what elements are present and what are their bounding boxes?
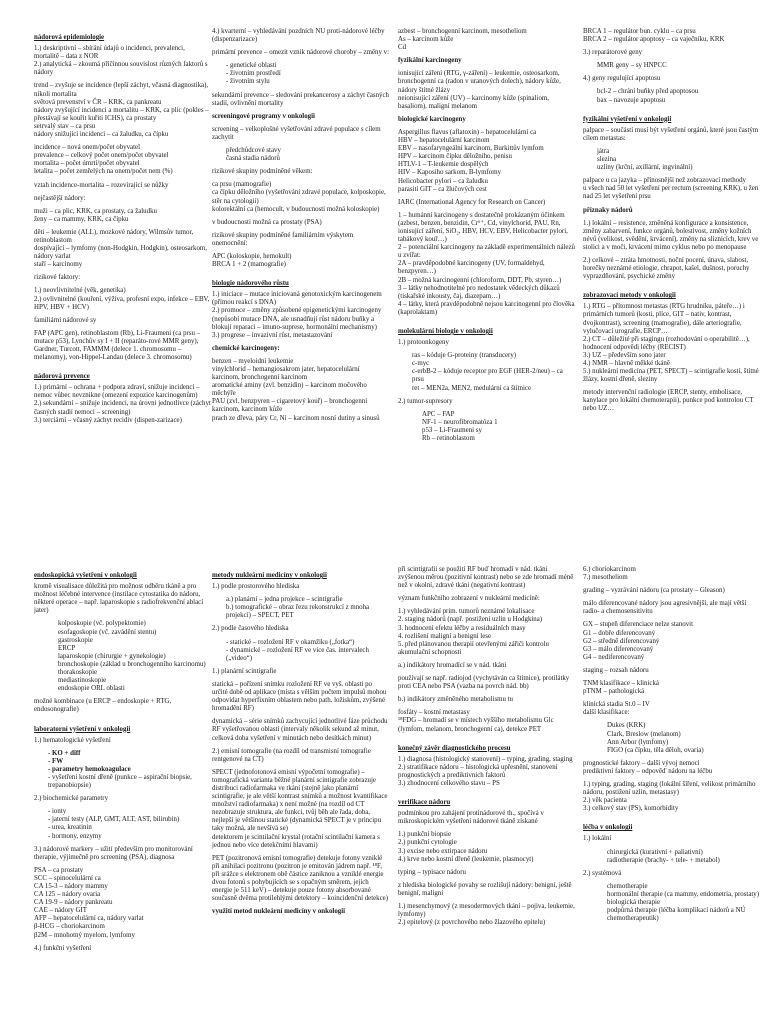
text-line: využití metod nukleární medicíny v onkologii — [212, 908, 346, 916]
section-heading: molekulární biologie v onkologii — [398, 328, 493, 335]
text-line: CA 15-3 – nádory mammy — [34, 883, 108, 890]
column-3-carcinogens — [398, 28, 575, 538]
text-line: chirurgická (kurativní + paliativní) — [607, 848, 703, 856]
text-line: málo diferencované nádory jsou agresivnější, ale mají větší radio- a chemosensitivitu — [583, 600, 747, 616]
text-line: mortalita – počet úmrtí/počet obyvatel — [34, 160, 140, 168]
text-line: BRCA 1 – regulátor bun. cyklu – ca prsu — [583, 28, 696, 35]
text-line: 3. hodnocení efektu léčby a residuálních masy — [398, 624, 526, 632]
text-line: thorakoskopie — [58, 669, 98, 677]
text-line: TNM klasifikace – klinická — [583, 680, 659, 688]
column-7-diagnosis — [398, 566, 575, 1018]
text-line: GX – stupeň diferenciace nelze stanovit — [583, 621, 694, 629]
text-line: 2.) ovlivnitelné (kouření, výživa, profesní expo, infekce – EBV, HPV, HBV + HCV) — [34, 295, 210, 311]
text-line: kolorektální ca (hemocult, v budoucnosti možná koloskopie) — [212, 205, 380, 213]
text-line: setrvalý stav – ca prsu — [34, 122, 96, 130]
text-line: z hlediska biologické povahy se rozlišují nádory: benigní, ještě benigní, maligní — [398, 881, 572, 897]
section-heading: metody nukleární medicíny v onkologii — [212, 572, 327, 579]
text-line: fyzikální karcinogeny — [398, 57, 462, 65]
text-line: - hormony, enzymy — [48, 832, 102, 840]
text-line: ras – kóduje G-proteiny (transducery) — [412, 352, 517, 360]
text-line: 1.) diagnosa (histologický stanovení) – typing, grading, staging — [398, 755, 573, 763]
text-line: Helicobacter pylori – ca žaludku — [398, 177, 488, 185]
text-line: biologické karcinogeny — [398, 115, 466, 123]
text-line: používají se např. radiojod (vychytáván ca štítnice), protilátky proti CEA nebo PSA (vazba na povrch nád. bb) — [398, 675, 570, 691]
text-line: 4.) geny regulující apoptosu — [583, 75, 661, 83]
text-line: G1 – dobře diferencovaný — [583, 629, 656, 637]
text-line: APC – FAP — [422, 410, 455, 418]
text-line: ¹⁸FDG – hromadí se v místech vyššího metabolismu Glc (lymfom, melanom, bronchogenní ca), detekce PET — [398, 717, 554, 733]
text-line: 2.) tumor-supresory — [398, 397, 453, 405]
text-line: Cd — [398, 44, 407, 52]
text-line: 5.) nukleární medicína (PET, SPECT) – scintigrafie kostí, štítné žlázy, kostní dřeně, sleziny — [583, 368, 759, 384]
text-line: 1.) punkční biopsie — [398, 831, 452, 839]
text-line: 1.) iniciace – mutace iniciovaná genotoxickým karcinogenem (přímou reakcí s DNA) — [212, 291, 382, 307]
text-line: kromě visualisace důležitá pro možnost odběru tkáně a pro možnost léčebné intervence (instilace cytostatika do nádoru, některé operace – např. laparoskopie s radiofrekvenční ablací jater) — [34, 583, 204, 615]
spacer — [398, 317, 575, 322]
text-line: c-erbB-2 – kóduje receptor pro EGF (HER-2/neu) – ca prsu — [412, 368, 563, 384]
text-line: β2M – mnohotný myelom, lymfomy — [34, 931, 135, 939]
spacer — [34, 715, 211, 720]
text-line: 4.) funkční vyšetření — [34, 944, 92, 952]
text-line: 2.) podle časového hlediska — [212, 625, 289, 633]
text-line: 1.) protoonkogeny — [398, 339, 449, 347]
text-line: játra — [597, 147, 610, 155]
text-line: kolposkopie (vč. polypektomie) — [58, 620, 146, 628]
text-line: c-myc — [412, 360, 430, 368]
section-heading: nádorová epidemiologie — [34, 34, 105, 41]
text-line: 2.) CT – důležité při stagingu (rozhodování o operabilitě…), hodnocení odpovědi léčby (RECIST) — [583, 335, 750, 351]
text-line: bronchoskopie (základ u bronchogenního karcinomu) — [58, 660, 206, 668]
text-line: familiární nádorové sy — [34, 316, 97, 324]
text-line: rizikové faktory: — [34, 274, 81, 282]
text-line: CA 19-9 – nádory pankreatu — [34, 899, 113, 907]
text-line: BRCA 2 – regulátor apoptosy – ca vaječníku, KRK — [583, 36, 725, 44]
text-line: vztah incidence-mortalita – rozevírající se nůžky — [34, 181, 169, 189]
spacer — [398, 734, 575, 739]
text-line: CAE – nádory GIT — [34, 907, 88, 915]
text-line: 3.) terciární – včasný záchyt recidiv (dispen-zarizace) — [34, 416, 182, 424]
text-line: možné kombinace (u ERCP – endoskopie + RTG, endosonografie) — [34, 698, 172, 714]
text-line: prach ze dřeva, páry Cr, Ni – karcinom nosní dutiny a sinusů — [212, 414, 380, 422]
text-line: 2B – možná karcinogenní (chloroform, DDT, Pb, styren…) — [398, 276, 562, 284]
text-line: vinylchlorid – hemangiosakrom jater, hepatocelulární karcinom, bronchogenní karcinom — [212, 366, 360, 382]
text-line: grading – vyzrávání nádoru (ca prostaty – Gleason) — [583, 587, 725, 595]
text-line: bax – navozuje apoptosu — [597, 96, 666, 104]
text-line: screeningové programy v onkologii — [212, 112, 315, 120]
section-heading: laboratorní vyšetření v onkologii — [34, 725, 131, 733]
text-line: 3.) celkový stav (PS), komorbidity — [583, 805, 679, 813]
text-line: 1.) neovlivnitelné (věk, genetika) — [34, 287, 126, 295]
text-line: HPV – karcinom čípku děložního, penisu — [398, 153, 512, 161]
spacer — [212, 269, 389, 274]
text-line: palpace u ca jazyka – přínosnější než zobrazovací methody — [583, 177, 747, 185]
text-line: 2A – pravděpodobné karcinogeny (UV, formaldehyd, benzpyren…) — [398, 260, 545, 276]
text-line: b.) indikátory změněného metabolismu tu — [398, 696, 514, 704]
text-line: a.) planární – jedna projekce – scintigrafie — [226, 596, 343, 604]
text-line: HBV – hepatocelulární karcinom — [398, 137, 490, 145]
text-line: hormonální therapie (ca mammy, endometria, prostaty) — [607, 890, 760, 898]
text-line: příznaky nádorů — [583, 206, 633, 214]
text-line: G3 – málo diferencovaný — [583, 645, 654, 653]
text-line: uzliny (krční, axillární, ingvinální) — [597, 164, 693, 172]
section-heading: verifikace nádoru — [398, 799, 451, 807]
text-line: 2.) sekundární – snižuje incidenci, na úrovni jednotlivce (záchyt časných stadií nemoci – screening) — [34, 400, 211, 416]
section-heading: zobrazovací metody v onkologii — [583, 292, 676, 300]
text-line: nejčastější nádory: — [34, 194, 86, 202]
text-line: 1.) podle prostorového hlediska — [212, 583, 300, 591]
text-line: 1.) planární scintigrafie — [212, 667, 277, 675]
text-line: chemické karcinogeny: — [212, 344, 280, 352]
text-line: APC (koloskopie, hemokult) — [212, 252, 292, 260]
text-line: 3.) nádorové markery – užití především pro monitorování therapie, výjimečně pro screening (PSA), diagnosa — [34, 845, 193, 861]
text-line: CA 125 – nádory ovaria — [34, 891, 101, 899]
spacer — [583, 813, 760, 818]
text-line: prediktivní faktory – odpověď nádoru na léčbu — [583, 767, 713, 775]
text-line: 4.) NMR – hlavně měkké tkáně — [583, 360, 670, 367]
text-line: chemotherapie — [607, 882, 648, 890]
spacer — [398, 788, 575, 793]
section-heading: fyzikální vyšetření v onkologii — [583, 115, 672, 123]
text-line: 3.) UZ – především sono jater — [583, 351, 666, 359]
text-line: 4.) krve nebo kostní dřeně (leukemie, plasmocyt) — [398, 855, 534, 863]
text-line: 2.) analytická – zkoumá příčinnou souvislost různých faktorů s nádory — [34, 61, 208, 77]
text-line: 3.) excise nebo extirpace nádoru — [398, 847, 488, 855]
text-line: IARC (International Agency for Research on Cancer) — [398, 198, 546, 206]
text-line: 6.) choriokarcinom — [583, 566, 636, 573]
text-line: 2.) promoce – změny způsobené epigenetickými karcinogeny (nepůsobí mutace DNA, ale usnadňují růst nádoru buňky a blokují reparaci – imuno-suprese, hormonální mechanismy) — [212, 307, 382, 331]
text-line: staging – rozsah nádoru — [583, 666, 649, 674]
text-line: NF-1 – neurofibromatóza 1 — [422, 418, 498, 426]
text-line: G4 – nediferencovaný — [583, 653, 645, 661]
text-line: azbest – bronchogenní karcinom, mesotheliom — [398, 28, 527, 35]
text-line: u všech nad 50 let vyšetření per rectum (screening KRK), u žen nad 25 let vyšetření prsu — [583, 185, 759, 201]
text-line: 5. před plánovanou therapií otevřenými zářiči kontrolu akumulační schopnosti — [398, 640, 549, 656]
text-line: sekundární prevence – sledování prekancerosy a záchyt časných stadií, ovlivnění mortality — [212, 91, 389, 107]
text-line: - KO + diff — [48, 749, 81, 757]
text-line: 1.) vyhledávání prim. tumorů neznámé lokalisace — [398, 608, 535, 616]
text-line: 1.) lokální – resistence, změněná konfigurace a konsistence, změny zabarvení, funkce orgánů, bolestivost, změny kožních névů (velikost, svědění, krvácení), změny na sliznicích, krev ve stolici a v moči, krvácení mimo cyklus nebo po menopause — [583, 219, 759, 251]
text-line: 2.) celkové – ztráta hmotnosti, noční pocení, únava, slabost, horečky neznámé etiologie, chrapot, kašel, dušnost, poruchy vyprazdňování, psychické změny — [583, 256, 750, 281]
text-line: screening – velkoplošné vyšetřování zdravé populace s cílem zachytit — [212, 125, 381, 141]
text-line: fosfáty – kostní metastasy — [398, 709, 470, 717]
text-line: AFP – hepatocelulární ca, nádory varlat — [34, 915, 144, 923]
text-line: BRCA 1 + 2 (mamografie) — [212, 261, 286, 269]
text-line: As – karcinom kůže — [398, 36, 454, 44]
text-line: PAU (zvl. benzpyren – cigaretový kouř) – bronchogenní karcinom, karcinom kůže — [212, 398, 368, 414]
text-line: β-HCG – choriokarcinom — [34, 923, 105, 931]
column-6-nuclear-medicine — [212, 566, 389, 1018]
text-line: rizikové skupiny podmíněné familiárním výskytem onemocnění: — [212, 231, 354, 247]
text-line: význam funkčního zobrazení v nukleární medicíně: — [398, 595, 540, 603]
text-line: ionisující záření (RTG, γ-záření) – leukemie, osteosarkom, bronchogenní ca (radon v uranových dolech), nádory kůže, nádory štítné žlázy — [398, 70, 561, 94]
text-line: 4. rozlišení maligní a benigní lese — [398, 632, 492, 640]
text-line: - životním prostředí — [226, 70, 281, 78]
text-line: FAP (APC gen), retinoblastom (Rb), Li-Fraumeni (ca prsu – mutace p53), Lynchův sy I + II (reparáto-rové MMR geny), Gardner, Turcott, FAMMM (delece 1. chromosomu – melanomy), von-Hippel-Landau (delece 3. chromosomu) — [34, 329, 201, 362]
text-line: dospívající – lymfomy (non-Hodgkin, Hodgkin), osteosarkom, nádory varlat — [34, 245, 208, 261]
text-line: ret – MEN2a, MEN2, medulární ca štítnice — [412, 384, 532, 392]
text-line: 4 – látky, která pravděpodobně nejsou karcinogenní pro člověka (kaprolaktam) — [398, 300, 575, 316]
text-line: klinická stadia St.0 – IV — [583, 701, 650, 709]
text-line: detektorem je scintilační krystal (rotační scintilační kamera s jednou nebo více detekčními hlavami) — [212, 833, 380, 849]
text-line: předchůdcové stavy — [226, 147, 281, 155]
section-heading: konečný závěr diagnostického procesu — [398, 744, 511, 752]
text-line: 2.) biochemické parametry — [34, 795, 109, 803]
text-line: podmínkou pro zahájení protinádorové th., spočívá v mikroskopickém vyšetření nádorové tkáně získané — [398, 810, 544, 826]
text-line: parasití GIT – ca žlučových cest — [398, 185, 487, 193]
text-line: letalita – počet zemřelých na onem/počet nem (%) — [34, 168, 173, 176]
text-line: 1.) primární – ochrana + podpora zdraví, snižuje incidenci – nemoc vůbec nevznikne (omezení expozice karcinogenům) — [34, 384, 200, 400]
text-line: 4.) kvarterní – vyhledávání pozdních NÚ proti-nádorové léčby (dispenzarizace) — [212, 28, 385, 44]
text-line: primární prevence – omezit vznik nádorové choroby – změny v: — [212, 49, 389, 57]
text-line: aromatické aminy (zvl. benzidin) – karcinom močového měchýře — [212, 382, 367, 398]
text-line: mediastinoskopie — [58, 677, 107, 685]
text-line: HIV – Kaposiho sarkom, B-lymfomy — [398, 169, 502, 177]
text-line: 2.) epitelový (z povrchového nebo žlazového epitelu) — [398, 919, 546, 927]
text-line: děti – leukemie (ALL), mozkové nádory, Wilmsův tumor, retinoblastom — [34, 228, 194, 244]
text-line: 3.) zhodnocení celkového stavu – PS — [398, 779, 500, 787]
text-line: - statické – rozložení RF v okamžiku („fotka“) — [226, 638, 355, 646]
text-line: ERCP — [58, 644, 76, 652]
text-line: radiotherapie (brachy- + tele- + metabol) — [607, 856, 720, 864]
section-heading: biologie nádorového růstu — [212, 280, 289, 288]
text-line: 2.) emisní tomografie (na rozdíl od transmisní tomografie rentgenové na CT) — [212, 747, 371, 763]
text-line: 2. staging nádorů (např. postižení uzlin u Hodgkina) — [398, 616, 543, 624]
text-line: gastroskopie — [58, 636, 93, 644]
text-line: v budoucnosti možná ca prostaty (PSA) — [212, 218, 322, 226]
text-line: 3.) reparátorové geny — [583, 49, 643, 57]
section-heading: nádorová prevence — [34, 373, 90, 381]
text-line: 2.) věk pacienta — [583, 797, 627, 805]
text-line: světová prevenství v ČR – KRK, ca pankreatu — [34, 98, 162, 106]
text-line: - vyšetření kostní dřeně (punkce – aspirační biopsie, trepanobiopsie) — [48, 773, 192, 790]
text-line: 7.) mesotheliom — [583, 574, 628, 582]
text-line: dynamická – série snímků zachycující jednotlivé fáze průchodu RF vyšetřovanou oblastí (intervaly několik sekund až minut, celková doba vyšetření v minutách nebo desítkách minut) — [212, 718, 388, 742]
spacer — [583, 281, 760, 286]
text-line: palpace – součástí musí být vyšetření orgánů, které jsou častým cílem metastas: — [583, 126, 759, 142]
text-line: muži – ca plic, KRK, ca prostaty, ca žaludku — [34, 207, 157, 215]
text-line: 2.) punkční cytologie — [398, 839, 457, 847]
text-line: incidence – nová onem/počet obyvatel — [34, 144, 141, 152]
text-line: bcl-2 – chrání buňky před apoptosou — [597, 88, 699, 96]
text-line: 1.) deskriptivní – sbírání údajů o incidenci, prevalenci, mortalitě – data z NOR — [34, 45, 185, 61]
column-2-screening — [212, 28, 389, 538]
text-line: FIGO (ca čípku, těla děloh, ovaria) — [607, 746, 704, 754]
text-line: časná stadia nádorů — [226, 155, 280, 163]
text-line: - genetické oblasti — [226, 62, 277, 70]
section-heading: léčba v onkologii — [583, 824, 633, 832]
text-line: 1.) RTG – přítomnost metastas (RTG hrudníku, páteře…) i primárních tumorů (kosti, plíce, GIT – nativ, kontrast, dvojkontrast), screening (mamografie), dále arteriografie, vylučovací urografie, ERCP… — [583, 303, 745, 335]
text-line: biologická therapie — [607, 899, 660, 906]
text-line: 3 – látky nehodnotitelné pro nedostatek vědeckých důkazů (tiskařské inkousty, čaj, diazepam…) — [398, 284, 560, 300]
text-line: benzen – myeloidní leukemie — [212, 357, 294, 365]
text-line: SCC – spinocelulární ca — [34, 874, 101, 882]
text-line: - parametry hemokoagulace — [48, 765, 131, 773]
spacer — [583, 105, 760, 110]
text-line: nádory zvyšující incidenci a mortalitu – KRK, ca plic (pokles – přestávají se kouřit kuřiti ICHS), ca prostaty — [34, 106, 209, 122]
text-line: typing – typisace nádoru — [398, 868, 466, 876]
text-line: p53 – Li-Fraumeni sy — [422, 426, 482, 434]
text-line: podpůrná therapie (léčba komplikací nádorů a NÚ chemotherapeutik) — [607, 907, 746, 923]
text-line: 1 – humánní karcinogeny s dostatečně prokázaným účinkem (azbest, benzen, benzidin, Cr⁶⁺, Cd, vinylchorid, PAU, Rn, ionisující záření, SiO₂, HBV, HCV, EBV, Helicobacter pylori, tabákový kouř…) — [398, 211, 568, 244]
text-line: 1.) mesenchymový (z mesodermových tkání – pojiva, leukemie, lymfomy) — [398, 903, 575, 919]
text-line: - životním stylu — [226, 78, 270, 86]
text-line: HTLV-1 – T-leukemie dospělých — [398, 161, 489, 169]
text-line: 2.) systémová — [583, 869, 622, 877]
text-line: nádory snižující incidenci – ca žaludku, ca čípku — [34, 131, 169, 139]
text-line: a.) indikátory hromadící se v nád. tkáni — [398, 661, 507, 669]
text-line: další klasifikace: — [583, 709, 630, 717]
text-line: SPECT (jednofotonová emisní výpočetní tomografie) – tomografická varianta běžné planární scintigrafie zobrazuje distribuci radiofarmaka ve tkáni (stejně jako planární scintigrafie, je ale větší kontrast snímků a možnost kvantifikace množství radiofarmaka) x není možné (na rozdíl od CT nezobrazuje struktura, ale funkci, tvůj běh ale řada, doba, nejlepší je většinou statické (dynamická SPECT je v principu taky možná, ale nevšívá se) — [212, 768, 388, 833]
text-line: endoskopie ORL oblasti — [58, 685, 125, 693]
text-line: 1.) hematologické vyšetření — [34, 736, 111, 744]
text-line: ca čípku děložního (vyšetřování zdravé populace, kolposkopie, stěr na cytologii) — [212, 189, 386, 205]
text-line: 1.) lokální — [583, 835, 612, 843]
text-line: prognostické faktory – další vývoj nemoci — [583, 759, 700, 767]
text-line: pTNM – pathologická — [583, 688, 645, 696]
text-line: Aspergillus flavus (aflatoxin) – hepatocelulární ca — [398, 128, 537, 136]
text-line: - dynamické – rozložení RF ve více čas. intervalech („video“) — [226, 646, 369, 662]
text-line: Clark, Breslow (melanom) — [607, 730, 681, 738]
text-line: ca prsu (mamografie) — [212, 181, 272, 189]
section-heading: endoskopická vyšetření v onkologii — [34, 572, 137, 579]
text-line: metody intervenční radiologie (ERCP, stenty, embolisace, kanylace pro lokální chemoterapii), punkce pod kontrolou CT nebo UZ… — [583, 389, 754, 413]
spacer — [34, 362, 211, 367]
text-line: b.) tomografické – obraz řezu rekonstrukcí z mnoha projekcí) – SPECT, PET — [226, 604, 370, 620]
text-line: trend – zvyšuje se incidence (lepší záchyt, včasná diagnostika), nikoli mortalita — [34, 82, 209, 98]
text-line: esofagoskopie (vč. zavádění stentu) — [58, 628, 157, 636]
column-5-endoscopy-lab — [34, 566, 211, 1018]
text-line: ženy – ca mammy, KRK, ca čípku — [34, 215, 129, 223]
text-line: 2 – potenciální karcinogeny na základě experimentálních nálezů u zvířat: — [398, 244, 575, 260]
text-line: prevalence – celkový počet onem/počet obyvatel — [34, 152, 169, 160]
text-line: 1.) typing, grading, staging (lokální šíření, velikost primárního nádoru, postižení uzlin, metastasy) — [583, 780, 756, 797]
text-line: rizikové skupiny podmíněné věkem: — [212, 168, 313, 176]
text-line: Dukes (KRK) — [607, 722, 646, 730]
text-line: Rb – retinoblastom — [422, 435, 475, 443]
text-line: - FW — [48, 757, 64, 765]
text-line: MMR geny – sy HNPCC — [597, 62, 667, 70]
text-line: staří – karcinomy — [34, 261, 83, 269]
text-line: při scintigrafii se použití RF buď hromadí v nád. tkáni zvýšenou měrou (pozitivní kontrast) nebo se zde hromadí méně než v okolní, zdravé tkáni (negativní kontrast) — [398, 566, 574, 590]
text-line: slezina — [597, 156, 617, 164]
column-8-grading-treatment — [583, 566, 760, 1018]
text-line: laparoskopie (chirurgie + gynekologie) — [58, 652, 166, 660]
text-line: PET (pozitronová emisní tomografie) detekuje fotony vzniklé při anihilaci pozitronu (pozitron je emitován jádrem např. ¹⁸F, při srážce s elektronem obě částice zaniknou a vzniklé energie dvou fotonů s pohybujících se s opačným směrem, jejich energie je 511 keV) – detekuje pouze fotony absorbované současně dvěma protilehlými detektory – koincidenční detekce) — [212, 854, 389, 903]
text-line: 2.) stratifikace nádoru – histologická upřesnění, stanovení prognostických a prediktivních faktorů — [398, 763, 558, 779]
text-line: neionisující záření (UV) – karcinomy kůže (spinaliom, basaliom), maligní melanom — [398, 94, 549, 110]
column-4-examination — [583, 28, 760, 538]
text-line: G2 – středně diferencovaný — [583, 637, 660, 645]
text-line: EBV – nasofaryngeální karcinom, Burkittův lymfom — [398, 145, 544, 153]
text-line: PSA – ca prostaty — [34, 866, 84, 874]
column-1-epidemiology — [34, 28, 211, 538]
text-line: - jaterní testy (ALP, GMT, ALT, AST, bilirubin) — [48, 816, 180, 824]
text-line: - ionty — [48, 808, 67, 816]
text-line: - urea, kreatinin — [48, 824, 92, 832]
text-line: Ann Arbor (lymfomy) — [607, 738, 669, 746]
text-line: statická – pořízení snímku rozložení RF ve vyš. oblasti po určité době od aplikace (místa s vělším počtem impulsů mohou odpovídat hyperfixním oblastem nebo path. ložiskům, zvýšené hromadění RF) — [212, 680, 387, 713]
text-line: 3.) progrese – invazivní růst, metastazování — [212, 331, 333, 339]
